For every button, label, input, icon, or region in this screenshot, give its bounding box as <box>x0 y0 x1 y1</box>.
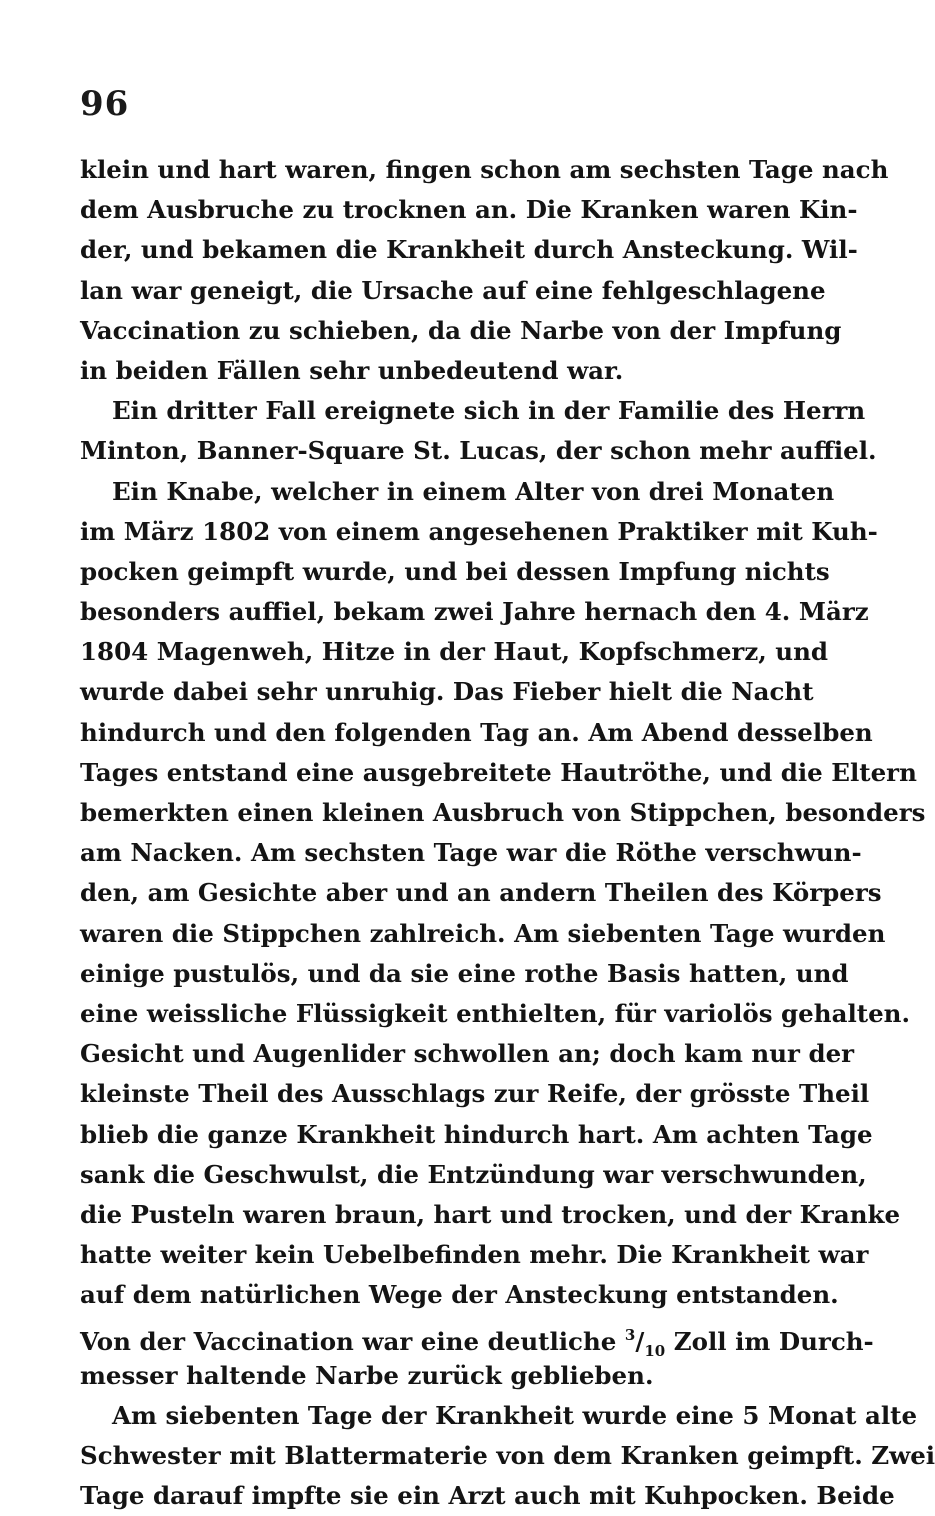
page-number: 96 <box>80 84 130 124</box>
text-line: Minton, Banner-Square St. Lucas, der schon mehr auffiel. <box>80 436 877 466</box>
text-line: besonders auffiel, bekam zwei Jahre hernach den 4. März <box>80 597 869 627</box>
text-line: lan war geneigt, die Ursache auf eine fehlgeschlagene <box>80 275 826 305</box>
text-line: auf dem natürlichen Wege der Ansteckung entstanden. <box>80 1280 839 1310</box>
text-line: 1804 Magenweh, Hitze in der Haut, Kopfschmerz, und <box>80 637 829 667</box>
text-line: hindurch und den folgenden Tag an. Am Abend desselben <box>80 717 873 747</box>
fraction-denominator: 10 <box>644 1342 666 1361</box>
text-line: der, und bekamen die Krankheit durch Ansteckung. Wil- <box>80 235 858 265</box>
fraction-slash: / <box>635 1327 645 1357</box>
body-text <box>80 150 935 1516</box>
paragraph-start-line: Ein Knabe, welcher in einem Alter von drei Monaten <box>112 476 835 506</box>
text-line: waren die Stippchen zahlreich. Am siebenten Tage wurden <box>80 918 886 948</box>
text-line: messer haltende Narbe zurück geblieben. <box>80 1360 654 1390</box>
paragraph-start-line: Ein dritter Fall ereignete sich in der Familie des Herrn <box>112 396 866 426</box>
text-line: wurde dabei sehr unruhig. Das Fieber hielt die Nacht <box>80 677 814 707</box>
text-line: Tages entstand eine ausgebreitete Hautröthe, und die Eltern <box>80 757 917 787</box>
text-line: dem Ausbruche zu trocknen an. Die Kranken waren Kin- <box>80 195 858 225</box>
text-line: bemerkten einen kleinen Ausbruch von Stippchen, besonders <box>80 798 926 827</box>
text-line: hatte weiter kein Uebelbefinden mehr. Die Krankheit war <box>80 1240 869 1270</box>
text-line: klein und hart waren, fingen schon am sechsten Tage nach <box>80 155 889 184</box>
text-line: einige pustulös, und da sie eine rothe Basis hatten, und <box>80 958 849 988</box>
text-line: am Nacken. Am sechsten Tage war die Röthe verschwun- <box>80 838 862 868</box>
text-line: eine weissliche Flüssigkeit enthielten, für variolös gehalten. <box>80 998 911 1028</box>
text-line: die Pusteln waren braun, hart und trocken, und der Kranke <box>80 1199 901 1229</box>
text-line: pocken geimpft wurde, und bei dessen Impfung nichts <box>80 556 830 586</box>
text-segment: Zoll im Durch- <box>665 1327 874 1357</box>
text-line: kleinste Theil des Ausschlags zur Reife, der grösste Theil <box>80 1079 870 1109</box>
text-line: den, am Gesichte aber und an andern Theilen des Körpers <box>80 878 882 908</box>
text-line: im März 1802 von einem angesehenen Praktiker mit Kuh- <box>80 516 878 546</box>
text-line: Vaccination zu schieben, da die Narbe von der Impfung <box>80 315 842 345</box>
text-line: sank die Geschwulst, die Entzündung war verschwunden, <box>80 1159 867 1189</box>
fraction-numerator: 3 <box>624 1326 636 1345</box>
paragraph-start-line: Am siebenten Tage der Krankheit wurde eine 5 Monat alte <box>112 1400 918 1430</box>
text-line: in beiden Fällen sehr unbedeutend war. <box>80 355 624 385</box>
text-line: Gesicht und Augenlider schwollen an; doch kam nur der <box>80 1039 855 1069</box>
text-line-with-fraction <box>80 1315 874 1361</box>
text-line: blieb die ganze Krankheit hindurch hart. Am achten Tage <box>80 1119 873 1149</box>
text-line: Schwester mit Blattermaterie von dem Kranken geimpft. Zwei <box>80 1441 935 1470</box>
text-line: Tage darauf impfte sie ein Arzt auch mit Kuhpocken. Beide <box>80 1481 895 1511</box>
text-segment: Von der Vaccination war eine deutliche <box>80 1327 617 1357</box>
